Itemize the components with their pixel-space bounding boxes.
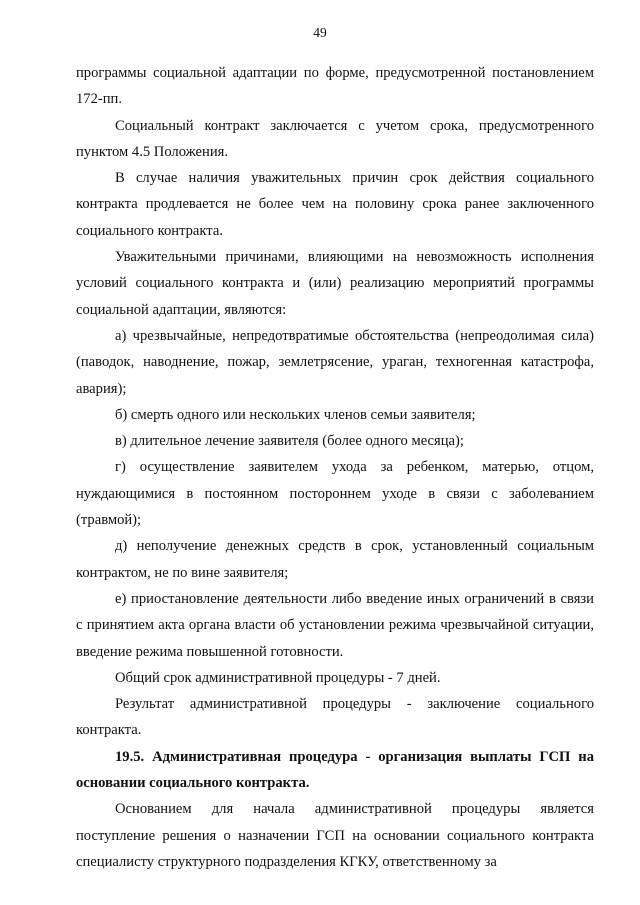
list-item-v: в) длительное лечение заявителя (более одного месяца);: [115, 433, 464, 450]
document-body: [76, 60, 594, 875]
paragraph-procedure-result: Результат административной процедуры - заключение социального контракта.: [76, 696, 594, 739]
list-item-d: д) неполучение денежных средств в срок, установленный социальным контрактом, не по вине заявителя;: [76, 538, 594, 581]
paragraph-valid-reasons-intro: Уважительными причинами, влияющими на невозможность исполнения условий социального контракта и (или) реализацию мероприятий программы социальной адаптации, являются:: [76, 249, 594, 318]
paragraph-procedure-duration: Общий срок административной процедуры - 7 дней.: [115, 669, 441, 686]
list-item-b: б) смерть одного или нескольких членов семьи заявителя;: [115, 406, 476, 423]
list-item-a: а) чрезвычайные, непредотвратимые обстоятельства (непреодолимая сила) (паводок, наводнение, пожар, землетрясение, ураган, техногенная катастрофа, авария);: [76, 327, 594, 397]
paragraph-continuation: программы социальной адаптации по форме, предусмотренной постановлением 172-пп.: [76, 65, 594, 108]
page-number: 49: [313, 25, 327, 40]
paragraph-contract-extension: В случае наличия уважительных причин срок действия социального контракта продлевается не более чем на половину срока ранее заключенного социального контракта.: [76, 170, 594, 239]
paragraph-contract-term: Социальный контракт заключается с учетом срока, предусмотренного пунктом 4.5 Положения.: [76, 117, 594, 160]
list-item-e: е) приостановление деятельности либо введение иных ограничений в связи с принятием акта органа власти об установлении режима чрезвычайной ситуации, введение режима повышенной готовности.: [76, 590, 594, 660]
paragraph-procedure-basis: Основанием для начала административной процедуры является поступление решения о назначении ГСП на основании социального контракта специалисту структурного подразделения КГКУ, ответственному за: [76, 801, 594, 870]
list-item-g: г) осуществление заявителем ухода за ребенком, матерью, отцом, нуждающимися в постоянном постороннем уходе в связи с заболеванием (травмой);: [76, 459, 594, 529]
section-heading-19-5: 19.5. Административная процедура - организация выплаты ГСП на основании социального контракта.: [76, 748, 594, 792]
